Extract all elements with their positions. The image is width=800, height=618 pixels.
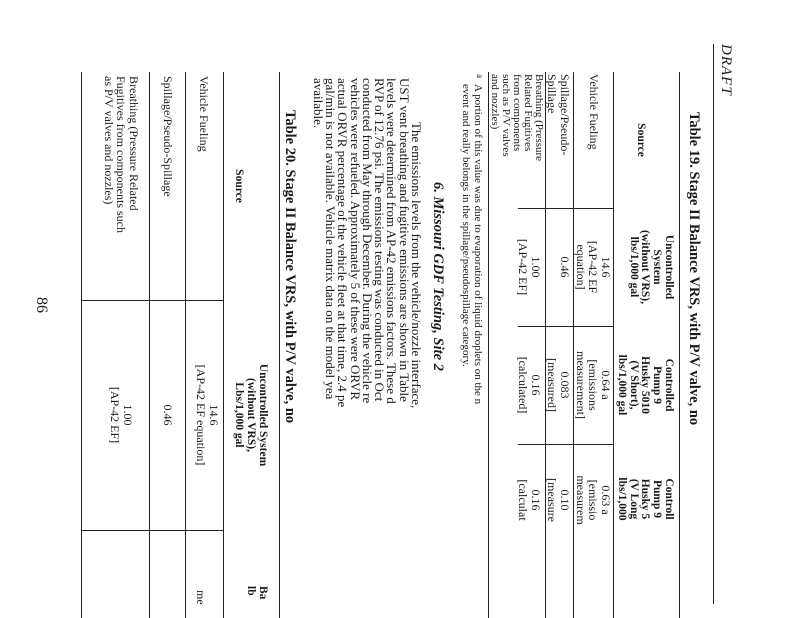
table19-cell-controlled-short: 0.16 [calculated]	[516, 356, 543, 414]
table19-footnote-mark: a	[475, 74, 485, 79]
table19-header-controlled-short: Controlled Pump 9 Husky 5010 (V Short), lbs/1,000 gal	[615, 354, 675, 416]
table20-cell-uncontrolled: 14.6 [AP-42 EF equation]	[194, 364, 221, 466]
paragraph-line: vehicles were refueled. Approximately 5 of these were ORVR	[347, 78, 363, 401]
table19-cell-source: Vehicle Fueling	[587, 74, 601, 150]
table20-header-balance: Ba lb	[245, 586, 269, 600]
paragraph-line: levels were determined from AP-42 emissions factors. These d	[384, 78, 400, 404]
table19-caption: Table 19. Stage II Balance VRS, with P/V valve, no	[686, 112, 702, 426]
table20-top-rule	[279, 72, 280, 618]
table19-cell-uncontrolled: 1.00 [AP-42 EF]	[516, 238, 543, 296]
paragraph-line: conducted from May through December. During the vehicle re	[359, 78, 375, 404]
paragraph-line: UST vent breathing and fugitive emissions are shown in Table	[396, 78, 412, 402]
table19-footnote: A portion of this value was due to evaporation of liquid droplets on the n event and really belongs in the spillage/pseudospillage category.	[460, 84, 484, 405]
table19-cell-controlled-long: 0.16 [calculat	[516, 479, 543, 521]
table20-caption: Table 20. Stage II Balance VRS, with P/V valve, no	[282, 110, 298, 424]
table20-bottom-rule	[81, 72, 82, 618]
paragraph-line: available.	[310, 78, 326, 129]
table19-row-rule	[545, 72, 546, 618]
paragraph-line: The emissions levels from the vehicle/nozzle interface,	[409, 122, 424, 409]
paragraph-line: actual ORVR percentage of the vehicle fleet at that time, 2.4 pe	[335, 78, 351, 408]
table19-cell-controlled-short: 0.083 [measured]	[545, 358, 572, 412]
table19-cell-controlled-long: 0.63 a [emissio measurem	[574, 475, 613, 525]
draft-header: DRAFT	[718, 44, 734, 96]
table19-cell-controlled-short: 0.64 a [emissions measurement]	[574, 351, 613, 419]
table20-header-rule	[223, 72, 224, 618]
table20-cell-source: Spillage/Pseudo-Spillage	[161, 76, 175, 197]
table19-cell-uncontrolled: 0.46	[558, 256, 572, 278]
section6-paragraph	[311, 78, 422, 618]
table20-cell-uncontrolled: 0.46	[161, 404, 175, 426]
table20-row-rule	[185, 72, 186, 618]
table19-row-rule	[573, 72, 574, 618]
table20-col-divider-2	[82, 530, 224, 531]
section6-heading: 6. Missouri GDF Testing, Site 2	[430, 182, 446, 371]
table20-cell-source: Vehicle Fueling	[197, 76, 211, 152]
table19-header-source: Source	[635, 123, 647, 157]
table20-cell-uncontrolled: 1.00 [AP-42 EF]	[108, 386, 135, 444]
page-number: 86	[33, 297, 50, 313]
table19-cell-controlled-long: 0.10 [measure	[545, 478, 572, 522]
paragraph-line: RVP of 12.76 psi. The emissions testing was conducted in Oct	[372, 78, 388, 402]
table20-header-uncontrolled: Uncontrolled System (without VRS), Lbs/1,000 gal	[233, 363, 269, 467]
table19-cell-source: Spillage/Pseudo- Spillage	[545, 74, 572, 156]
table20-cell-source: Breathing (Pressure Related Fugitives from components such as P/V valves and nozzles)	[102, 76, 141, 233]
table20-row-rule	[149, 72, 150, 618]
paragraph-line: gal/min is not available. Vehicle matrix data on the model yea	[322, 78, 338, 400]
table19-cell-source: Breathing (Pressure Related Fugitives from components such as P/V valves and nozzles)	[489, 74, 545, 162]
table19-header-controlled-long: Controll Pump 9 Husky 5 (V Long lbs/1,000	[615, 477, 675, 521]
table19-cell-uncontrolled: 14.6 [AP-42 EF equation]	[574, 240, 613, 294]
table19-header-rule	[613, 72, 614, 618]
table19-top-rule	[679, 72, 680, 618]
table19-bottom-rule	[488, 72, 489, 618]
table20-cell-balance: me	[194, 590, 209, 605]
header-rule	[713, 44, 714, 604]
table19-header-uncontrolled: Uncontrolled System (without VRS), lbs/1,000 gal	[627, 230, 675, 304]
table20-header-source: Source	[233, 169, 245, 203]
